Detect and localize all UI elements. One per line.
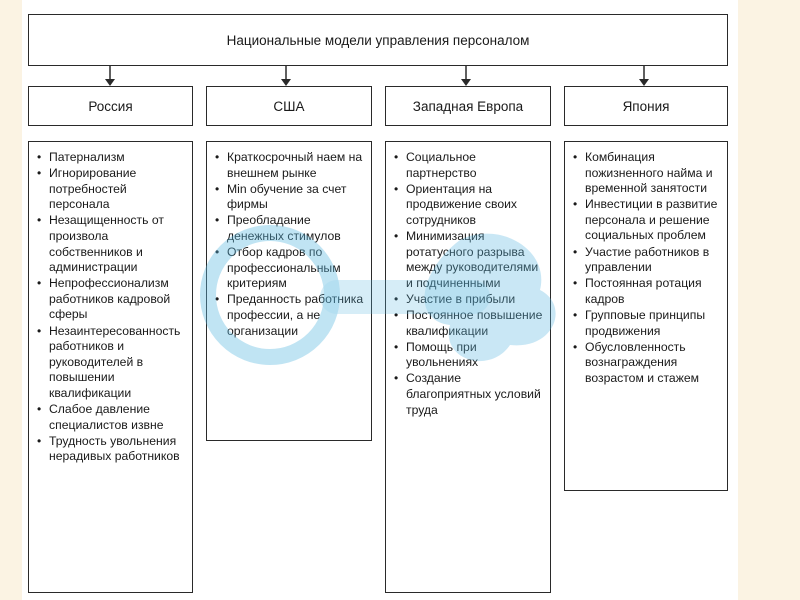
list-item: • Игнорирование потребностей персонала — [37, 166, 186, 213]
slide-margin — [738, 0, 800, 600]
list-item: • Слабое давление специалистов извне — [37, 402, 186, 433]
arrow-japan-icon — [639, 79, 649, 86]
arrow-europe-icon — [461, 79, 471, 86]
list-item: • Преданность работника профессии, а не организации — [215, 292, 365, 339]
list-item: • Социальное партнерство — [394, 150, 544, 181]
header-usa-label: США — [273, 98, 305, 114]
list-japan — [573, 150, 721, 386]
column-russia — [28, 141, 193, 593]
header-russia-label: Россия — [88, 98, 133, 114]
list-item: • Min обучение за счет фирмы — [215, 182, 365, 213]
list-item: • Незащищенность от произвола собственников и администрации — [37, 213, 186, 275]
list-item: • Незаинтересованность работников и руководителей в повышении квалификации — [37, 324, 186, 402]
header-western-europe-label: Западная Европа — [412, 98, 524, 114]
header-russia — [28, 86, 193, 126]
list-item: • Краткосрочный наем на внешнем рынке — [215, 150, 365, 181]
list-item: • Создание благоприятных условий труда — [394, 371, 544, 418]
header-japan-label: Япония — [622, 98, 670, 114]
arrow-usa-icon — [281, 79, 291, 86]
diagram-title: Национальные модели управления персоналом — [226, 32, 530, 48]
list-item: • Комбинация пожизненного найма и временной занятости — [573, 150, 721, 197]
list-item: • Постоянная ротация кадров — [573, 276, 721, 307]
list-item: • Помощь при увольнениях — [394, 340, 544, 371]
list-item: • Непрофессионализм работников кадровой сферы — [37, 276, 186, 323]
column-usa — [206, 141, 372, 441]
header-western-europe — [385, 86, 551, 126]
list-item: • Минимизация ротатусного разрыва между руководителями и подчиненными — [394, 229, 544, 291]
list-item: • Ориентация на продвижение своих сотрудников — [394, 182, 544, 229]
list-item: • Патернализм — [37, 150, 186, 166]
list-item: • Постоянное повышение квалификации — [394, 308, 544, 339]
list-russia — [37, 150, 186, 465]
list-item: • Групповые принципы продвижения — [573, 308, 721, 339]
list-item: • Участие работников в управлении — [573, 245, 721, 276]
list-item: • Участие в прибыли — [394, 292, 544, 308]
list-western-europe — [394, 150, 544, 418]
list-item: • Трудность увольнения нерадивых работников — [37, 434, 186, 465]
list-item: • Обусловленность вознаграждения возрастом и стажем — [573, 340, 721, 387]
list-item: • Преобладание денежных стимулов — [215, 213, 365, 244]
arrow-russia-icon — [105, 79, 115, 86]
column-western-europe — [385, 141, 551, 593]
header-japan — [564, 86, 728, 126]
diagram-title-box — [28, 14, 728, 66]
list-item: • Отбор кадров по профессиональным критериям — [215, 245, 365, 292]
list-usa — [215, 150, 365, 339]
column-japan — [564, 141, 728, 491]
list-item: • Инвестиции в развитие персонала и решение социальных проблем — [573, 197, 721, 244]
header-usa — [206, 86, 372, 126]
